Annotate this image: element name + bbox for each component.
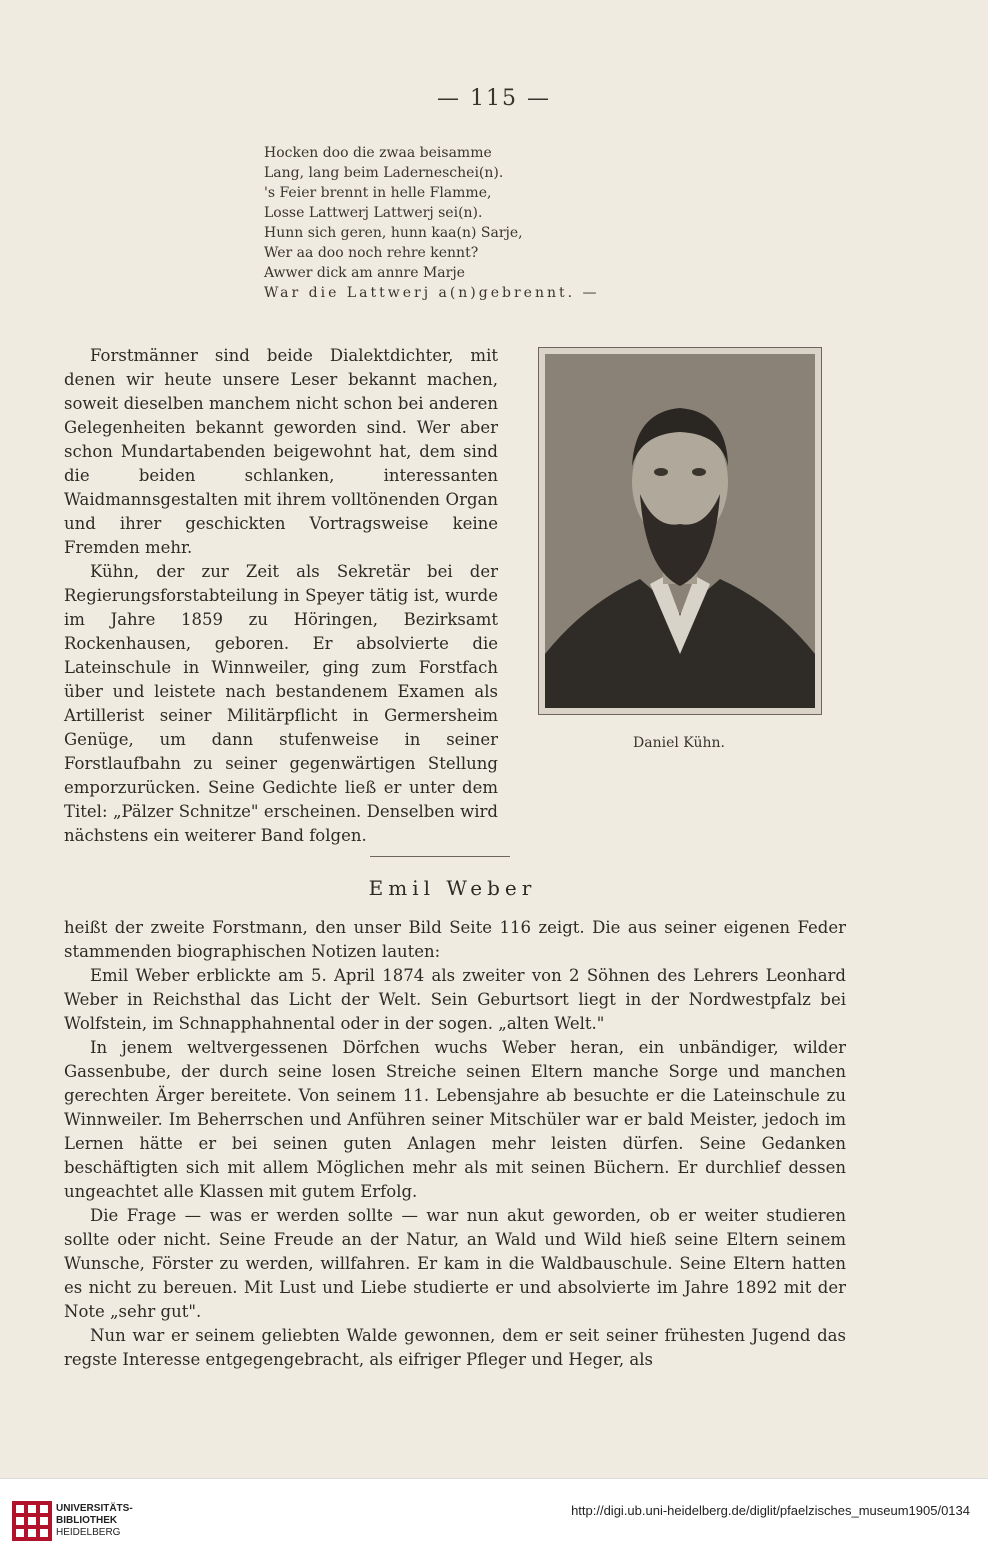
poem-line: Hunn sich geren, hunn kaa(n) Sarje, (264, 225, 523, 241)
paragraph: Nun war er seinem geliebten Walde gewonnen, dem er seit seiner frühesten Jugend das regste Interesse entgegengebracht, als eifriger Pfleger und Heger, als (64, 1326, 846, 1369)
page-number: — 115 — (437, 86, 551, 111)
full-text-column (64, 916, 846, 1372)
poem-line: Hocken doo die zwaa beisamme (264, 145, 492, 161)
portrait-illustration (545, 354, 815, 708)
portrait-photo-frame (538, 347, 822, 715)
paragraph: Forstmänner sind beide Dialektdichter, mit denen wir heute unsere Leser bekannt machen, soweit dieselben manchem nicht schon bei anderen Gelegenheiten bekannt geworden sind. Wer aber schon Mundartabenden beigewohnt hat, dem sind die beiden schlanken, interessanten Waidmannsgestalten mit ihrem volltönenden Organ und ihrer geschickten Vortragsweise keine Fremden mehr. (64, 346, 498, 557)
footer-bar (0, 1478, 988, 1562)
paragraph: In jenem weltvergessenen Dörfchen wuchs Weber heran, ein unbändiger, wilder Gassenbube, der durch seine losen Streiche seinen Eltern manche Sorge und manchen gerechten Ärger bereitete. Von seinem 11. Lebensjahre ab besuchte er die Lateinschule zu Winnweiler. Im Beherrschen und Anführen seiner Mitschüler war er bald Meister, jedoch im Lernen hätte er bei seinen guten Anlagen mehr leisten dürfen. Seine Gedanken beschäftigten sich mit allem Möglichen mehr als mit seinen Büchern. Er durchlief dessen ungeachtet alle Klassen mit gutem Erfolg. (64, 1038, 846, 1201)
library-name: UNIVERSITÄTS- BIBLIOTHEK HEIDELBERG (56, 1503, 133, 1538)
source-url-link[interactable]: http://digi.ub.uni-heidelberg.de/diglit/pfaelzisches_museum1905/0134 (571, 1503, 970, 1518)
poem-line: 's Feier brennt in helle Flamme, (264, 185, 492, 201)
poem-line: Awwer dick am annre Marje (264, 265, 465, 281)
photo-caption: Daniel Kühn. (633, 735, 725, 751)
section-heading: Emil Weber (368, 876, 537, 900)
left-text-column (64, 344, 498, 848)
poem-line: Wer aa doo noch rehre kennt? (264, 245, 479, 261)
paragraph: Emil Weber erblickte am 5. April 1874 als zweiter von 2 Söhnen des Lehrers Leonhard Weber in Reichsthal das Licht der Welt. Sein Geburtsort liegt in der Nordwestpfalz bei Wolfstein, im Schnapphahnental oder in der sogen. „alten Welt." (64, 966, 846, 1033)
poem-line: War die Lattwerj a(n)gebrennt. — (264, 285, 600, 301)
paragraph: Die Frage — was er werden sollte — war nun akut geworden, ob er weiter studieren sollte oder nicht. Seine Freude an der Natur, an Wald und Wild hieß seine Eltern seinem Wunsche, Förster zu werden, willfahren. Er kam in die Waldbauschule. Seine Eltern hatten es nicht zu bereuen. Mit Lust und Liebe studierte er und absolvierte im Jahre 1892 mit der Note „sehr gut". (64, 1206, 846, 1321)
poem-stanza (264, 143, 664, 303)
portrait-photo (545, 354, 815, 708)
poem-line: Lang, lang beim Laderneschei(n). (264, 165, 504, 181)
university-library-logo-icon (12, 1501, 52, 1541)
paragraph: Kühn, der zur Zeit als Sekretär bei der Regierungsforstabteilung in Speyer tätig ist, wurde im Jahre 1859 zu Höringen, Bezirksamt Rockenhausen, geboren. Er absolvierte die Lateinschule in Winnweiler, ging zum Forstfach über und leistete nach bestandenem Examen als Artillerist seiner Militärpflicht in Germersheim Genüge, um dann stufenweise in seiner Forstlaufbahn zu seiner gegenwärtigen Stellung emporzurücken. Seine Gedichte ließ er unter dem Titel: „Pälzer Schnitze" erscheinen. Denselben wird nächstens ein weiterer Band folgen. (64, 562, 498, 845)
section-divider (370, 856, 510, 857)
paragraph: heißt der zweite Forstmann, den unser Bild Seite 116 zeigt. Die aus seiner eigenen Feder stammenden biographischen Notizen lauten: (64, 918, 846, 961)
poem-line: Losse Lattwerj Lattwerj sei(n). (264, 205, 483, 221)
